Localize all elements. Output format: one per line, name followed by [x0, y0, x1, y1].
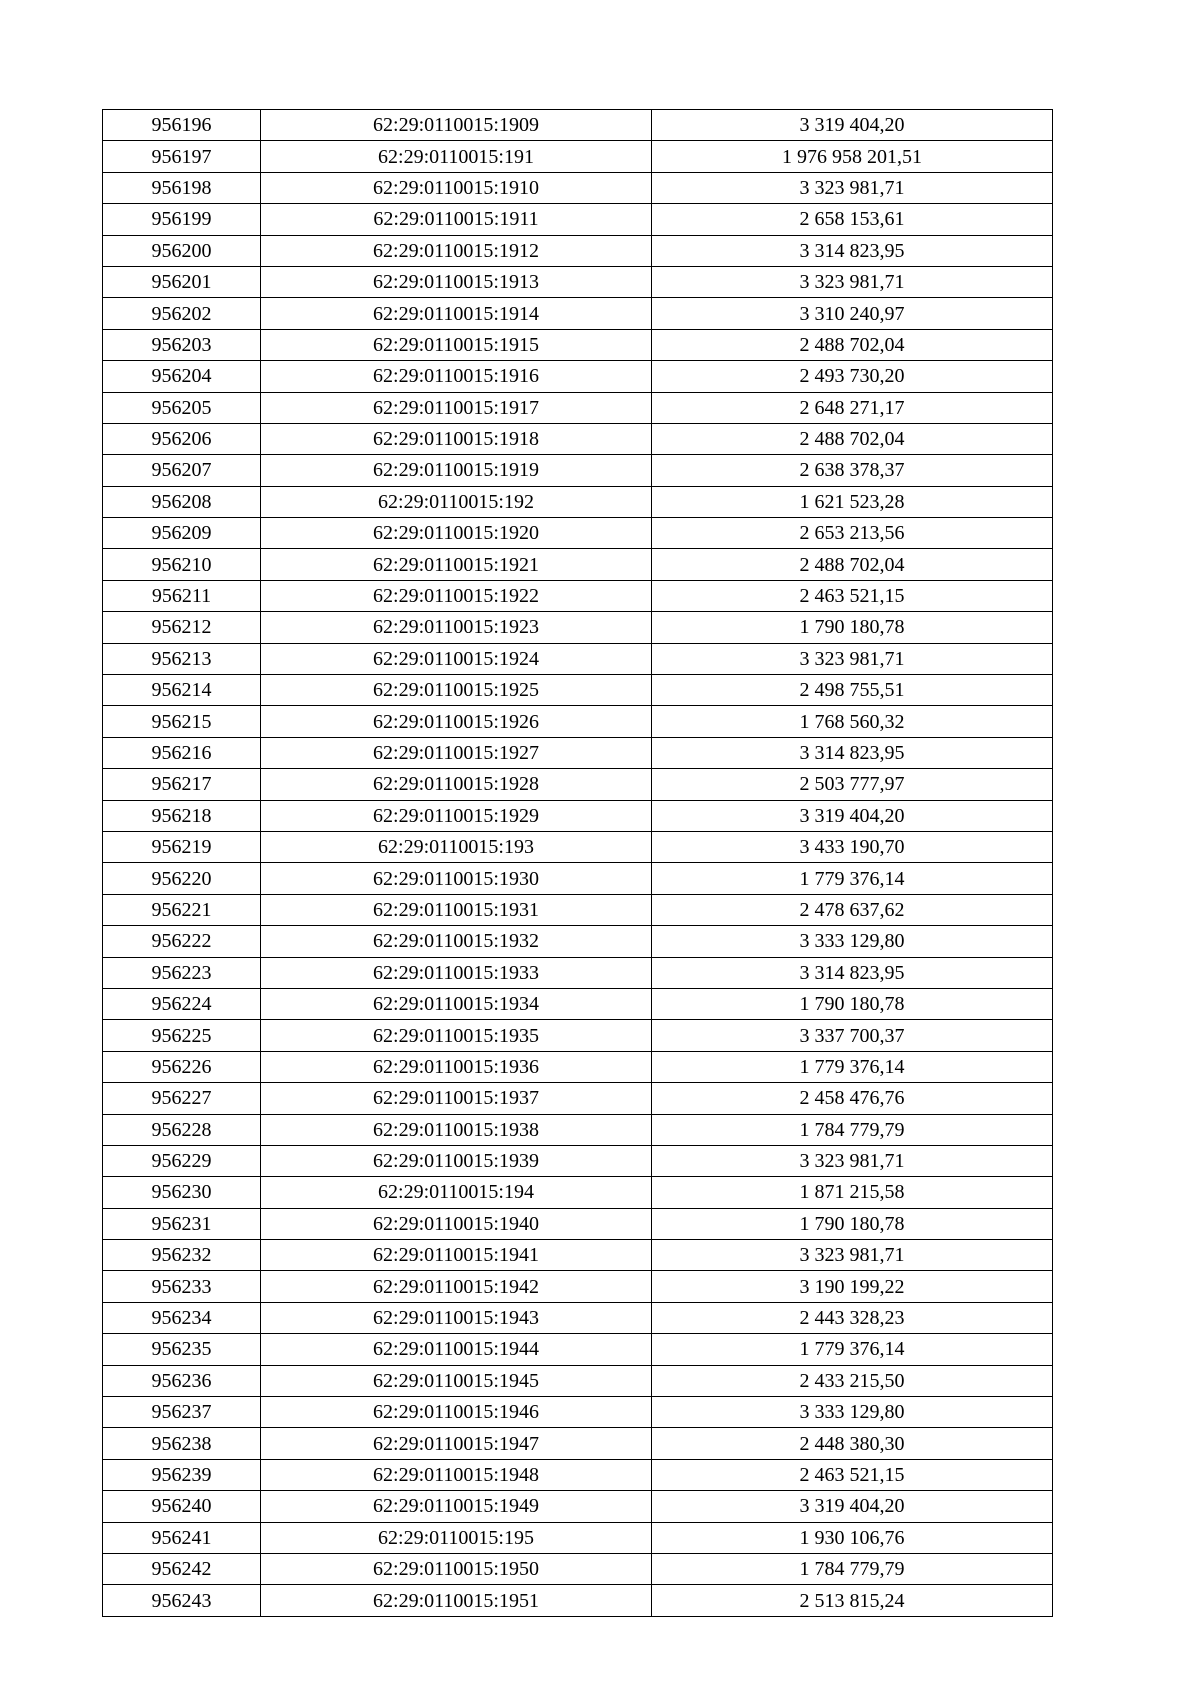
table-row [103, 1114, 1053, 1145]
table-row [103, 329, 1053, 360]
row-number-cell: 956224 [103, 988, 261, 1019]
cadastral-value-cell: 2 503 777,97 [652, 769, 1053, 800]
cadastral-value-cell: 2 448 380,30 [652, 1428, 1053, 1459]
row-number-cell: 956212 [103, 612, 261, 643]
cadastral-number-cell: 62:29:0110015:1923 [261, 612, 652, 643]
table-row [103, 1491, 1053, 1522]
cadastral-value-cell: 3 323 981,71 [652, 1145, 1053, 1176]
table-row [103, 643, 1053, 674]
table-row [103, 612, 1053, 643]
cadastral-number-cell: 62:29:0110015:1919 [261, 455, 652, 486]
cadastral-value-table [102, 109, 1053, 1617]
row-number-cell: 956206 [103, 423, 261, 454]
row-number-cell: 956225 [103, 1020, 261, 1051]
cadastral-value-cell: 1 779 376,14 [652, 1334, 1053, 1365]
cadastral-value-cell: 2 433 215,50 [652, 1365, 1053, 1396]
row-number-cell: 956211 [103, 580, 261, 611]
cadastral-value-cell: 3 323 981,71 [652, 1240, 1053, 1271]
table-row [103, 769, 1053, 800]
cadastral-value-cell: 3 314 823,95 [652, 235, 1053, 266]
table-row [103, 1271, 1053, 1302]
cadastral-value-cell: 2 648 271,17 [652, 392, 1053, 423]
table-row [103, 235, 1053, 266]
table-row [103, 1208, 1053, 1239]
cadastral-number-cell: 62:29:0110015:1934 [261, 988, 652, 1019]
cadastral-value-cell: 2 493 730,20 [652, 361, 1053, 392]
cadastral-value-cell: 2 638 378,37 [652, 455, 1053, 486]
cadastral-number-cell: 62:29:0110015:192 [261, 486, 652, 517]
table-row [103, 1334, 1053, 1365]
row-number-cell: 956215 [103, 706, 261, 737]
cadastral-value-cell: 2 463 521,15 [652, 580, 1053, 611]
row-number-cell: 956228 [103, 1114, 261, 1145]
cadastral-value-cell: 1 790 180,78 [652, 612, 1053, 643]
cadastral-number-cell: 62:29:0110015:1944 [261, 1334, 652, 1365]
cadastral-value-cell: 1 790 180,78 [652, 988, 1053, 1019]
table-row [103, 455, 1053, 486]
row-number-cell: 956217 [103, 769, 261, 800]
row-number-cell: 956226 [103, 1051, 261, 1082]
row-number-cell: 956200 [103, 235, 261, 266]
table-row [103, 1522, 1053, 1553]
row-number-cell: 956237 [103, 1397, 261, 1428]
cadastral-value-cell: 1 779 376,14 [652, 863, 1053, 894]
cadastral-value-cell: 2 498 755,51 [652, 675, 1053, 706]
cadastral-value-cell: 3 314 823,95 [652, 737, 1053, 768]
cadastral-number-cell: 62:29:0110015:193 [261, 831, 652, 862]
row-number-cell: 956198 [103, 172, 261, 203]
row-number-cell: 956230 [103, 1177, 261, 1208]
cadastral-number-cell: 62:29:0110015:1941 [261, 1240, 652, 1271]
cadastral-number-cell: 62:29:0110015:1937 [261, 1083, 652, 1114]
table-row [103, 1459, 1053, 1490]
cadastral-value-cell: 3 310 240,97 [652, 298, 1053, 329]
row-number-cell: 956240 [103, 1491, 261, 1522]
table-row [103, 486, 1053, 517]
cadastral-number-cell: 62:29:0110015:1947 [261, 1428, 652, 1459]
table-row [103, 926, 1053, 957]
row-number-cell: 956208 [103, 486, 261, 517]
cadastral-value-cell: 2 478 637,62 [652, 894, 1053, 925]
cadastral-value-cell: 1 871 215,58 [652, 1177, 1053, 1208]
cadastral-number-cell: 62:29:0110015:1943 [261, 1302, 652, 1333]
cadastral-value-cell: 2 658 153,61 [652, 204, 1053, 235]
cadastral-value-cell: 1 930 106,76 [652, 1522, 1053, 1553]
row-number-cell: 956203 [103, 329, 261, 360]
table-row [103, 1083, 1053, 1114]
cadastral-value-cell: 1 790 180,78 [652, 1208, 1053, 1239]
table-row [103, 1585, 1053, 1616]
cadastral-number-cell: 62:29:0110015:1935 [261, 1020, 652, 1051]
row-number-cell: 956241 [103, 1522, 261, 1553]
row-number-cell: 956204 [103, 361, 261, 392]
cadastral-number-cell: 62:29:0110015:1928 [261, 769, 652, 800]
row-number-cell: 956234 [103, 1302, 261, 1333]
cadastral-number-cell: 62:29:0110015:1949 [261, 1491, 652, 1522]
cadastral-number-cell: 62:29:0110015:1929 [261, 800, 652, 831]
cadastral-number-cell: 62:29:0110015:1920 [261, 518, 652, 549]
cadastral-number-cell: 62:29:0110015:1916 [261, 361, 652, 392]
table-row [103, 361, 1053, 392]
cadastral-number-cell: 62:29:0110015:1946 [261, 1397, 652, 1428]
cadastral-number-cell: 62:29:0110015:1951 [261, 1585, 652, 1616]
cadastral-number-cell: 62:29:0110015:1911 [261, 204, 652, 235]
table-row [103, 800, 1053, 831]
table-row [103, 675, 1053, 706]
table-row [103, 737, 1053, 768]
cadastral-number-cell: 62:29:0110015:1922 [261, 580, 652, 611]
table-row [103, 706, 1053, 737]
row-number-cell: 956235 [103, 1334, 261, 1365]
table-row [103, 266, 1053, 297]
cadastral-number-cell: 62:29:0110015:1948 [261, 1459, 652, 1490]
cadastral-number-cell: 62:29:0110015:191 [261, 141, 652, 172]
table-row [103, 1302, 1053, 1333]
table-row [103, 1020, 1053, 1051]
cadastral-value-cell: 3 319 404,20 [652, 110, 1053, 141]
cadastral-number-cell: 62:29:0110015:1926 [261, 706, 652, 737]
document-page [102, 109, 1052, 1617]
row-number-cell: 956243 [103, 1585, 261, 1616]
row-number-cell: 956222 [103, 926, 261, 957]
cadastral-number-cell: 62:29:0110015:1915 [261, 329, 652, 360]
row-number-cell: 956213 [103, 643, 261, 674]
cadastral-value-cell: 2 513 815,24 [652, 1585, 1053, 1616]
row-number-cell: 956233 [103, 1271, 261, 1302]
table-body [103, 110, 1053, 1617]
cadastral-number-cell: 62:29:0110015:1945 [261, 1365, 652, 1396]
cadastral-value-cell: 1 784 779,79 [652, 1114, 1053, 1145]
cadastral-value-cell: 3 319 404,20 [652, 1491, 1053, 1522]
cadastral-number-cell: 62:29:0110015:1910 [261, 172, 652, 203]
cadastral-value-cell: 3 190 199,22 [652, 1271, 1053, 1302]
cadastral-number-cell: 62:29:0110015:1917 [261, 392, 652, 423]
cadastral-number-cell: 62:29:0110015:195 [261, 1522, 652, 1553]
table-row [103, 1553, 1053, 1584]
cadastral-value-cell: 2 443 328,23 [652, 1302, 1053, 1333]
cadastral-number-cell: 62:29:0110015:1930 [261, 863, 652, 894]
cadastral-value-cell: 1 621 523,28 [652, 486, 1053, 517]
cadastral-value-cell: 3 433 190,70 [652, 831, 1053, 862]
cadastral-value-cell: 3 323 981,71 [652, 643, 1053, 674]
row-number-cell: 956214 [103, 675, 261, 706]
row-number-cell: 956236 [103, 1365, 261, 1396]
table-row [103, 110, 1053, 141]
cadastral-number-cell: 62:29:0110015:1927 [261, 737, 652, 768]
cadastral-number-cell: 62:29:0110015:1909 [261, 110, 652, 141]
table-row [103, 172, 1053, 203]
table-row [103, 894, 1053, 925]
row-number-cell: 956201 [103, 266, 261, 297]
cadastral-value-cell: 1 779 376,14 [652, 1051, 1053, 1082]
table-row [103, 863, 1053, 894]
row-number-cell: 956231 [103, 1208, 261, 1239]
cadastral-number-cell: 62:29:0110015:1918 [261, 423, 652, 454]
cadastral-value-cell: 1 784 779,79 [652, 1553, 1053, 1584]
row-number-cell: 956239 [103, 1459, 261, 1490]
row-number-cell: 956223 [103, 957, 261, 988]
table-row [103, 392, 1053, 423]
cadastral-number-cell: 62:29:0110015:1912 [261, 235, 652, 266]
row-number-cell: 956197 [103, 141, 261, 172]
row-number-cell: 956205 [103, 392, 261, 423]
cadastral-number-cell: 62:29:0110015:1933 [261, 957, 652, 988]
table-row [103, 298, 1053, 329]
cadastral-value-cell: 1 768 560,32 [652, 706, 1053, 737]
row-number-cell: 956218 [103, 800, 261, 831]
cadastral-value-cell: 3 323 981,71 [652, 172, 1053, 203]
cadastral-number-cell: 62:29:0110015:1925 [261, 675, 652, 706]
row-number-cell: 956220 [103, 863, 261, 894]
table-row [103, 204, 1053, 235]
table-row [103, 549, 1053, 580]
table-row [103, 1428, 1053, 1459]
cadastral-number-cell: 62:29:0110015:1913 [261, 266, 652, 297]
row-number-cell: 956238 [103, 1428, 261, 1459]
row-number-cell: 956227 [103, 1083, 261, 1114]
cadastral-value-cell: 3 333 129,80 [652, 926, 1053, 957]
cadastral-number-cell: 62:29:0110015:1942 [261, 1271, 652, 1302]
table-row [103, 831, 1053, 862]
cadastral-value-cell: 3 323 981,71 [652, 266, 1053, 297]
table-row [103, 1365, 1053, 1396]
cadastral-number-cell: 62:29:0110015:1921 [261, 549, 652, 580]
cadastral-number-cell: 62:29:0110015:1936 [261, 1051, 652, 1082]
row-number-cell: 956202 [103, 298, 261, 329]
row-number-cell: 956232 [103, 1240, 261, 1271]
cadastral-number-cell: 62:29:0110015:1940 [261, 1208, 652, 1239]
cadastral-value-cell: 3 314 823,95 [652, 957, 1053, 988]
row-number-cell: 956209 [103, 518, 261, 549]
row-number-cell: 956242 [103, 1553, 261, 1584]
cadastral-number-cell: 62:29:0110015:1931 [261, 894, 652, 925]
table-row [103, 141, 1053, 172]
table-row [103, 988, 1053, 1019]
row-number-cell: 956221 [103, 894, 261, 925]
table-row [103, 1397, 1053, 1428]
cadastral-number-cell: 62:29:0110015:1914 [261, 298, 652, 329]
table-row [103, 423, 1053, 454]
cadastral-value-cell: 1 976 958 201,51 [652, 141, 1053, 172]
row-number-cell: 956219 [103, 831, 261, 862]
table-row [103, 518, 1053, 549]
table-row [103, 580, 1053, 611]
cadastral-value-cell: 3 337 700,37 [652, 1020, 1053, 1051]
row-number-cell: 956207 [103, 455, 261, 486]
table-row [103, 1240, 1053, 1271]
cadastral-value-cell: 2 458 476,76 [652, 1083, 1053, 1114]
cadastral-value-cell: 2 653 213,56 [652, 518, 1053, 549]
table-row [103, 1145, 1053, 1176]
row-number-cell: 956229 [103, 1145, 261, 1176]
cadastral-number-cell: 62:29:0110015:1932 [261, 926, 652, 957]
table-row [103, 1177, 1053, 1208]
row-number-cell: 956210 [103, 549, 261, 580]
cadastral-number-cell: 62:29:0110015:1924 [261, 643, 652, 674]
cadastral-number-cell: 62:29:0110015:1950 [261, 1553, 652, 1584]
cadastral-value-cell: 3 319 404,20 [652, 800, 1053, 831]
cadastral-value-cell: 2 463 521,15 [652, 1459, 1053, 1490]
table-row [103, 957, 1053, 988]
row-number-cell: 956196 [103, 110, 261, 141]
cadastral-value-cell: 3 333 129,80 [652, 1397, 1053, 1428]
cadastral-number-cell: 62:29:0110015:194 [261, 1177, 652, 1208]
cadastral-value-cell: 2 488 702,04 [652, 329, 1053, 360]
cadastral-number-cell: 62:29:0110015:1939 [261, 1145, 652, 1176]
cadastral-number-cell: 62:29:0110015:1938 [261, 1114, 652, 1145]
row-number-cell: 956216 [103, 737, 261, 768]
cadastral-value-cell: 2 488 702,04 [652, 549, 1053, 580]
row-number-cell: 956199 [103, 204, 261, 235]
table-row [103, 1051, 1053, 1082]
cadastral-value-cell: 2 488 702,04 [652, 423, 1053, 454]
